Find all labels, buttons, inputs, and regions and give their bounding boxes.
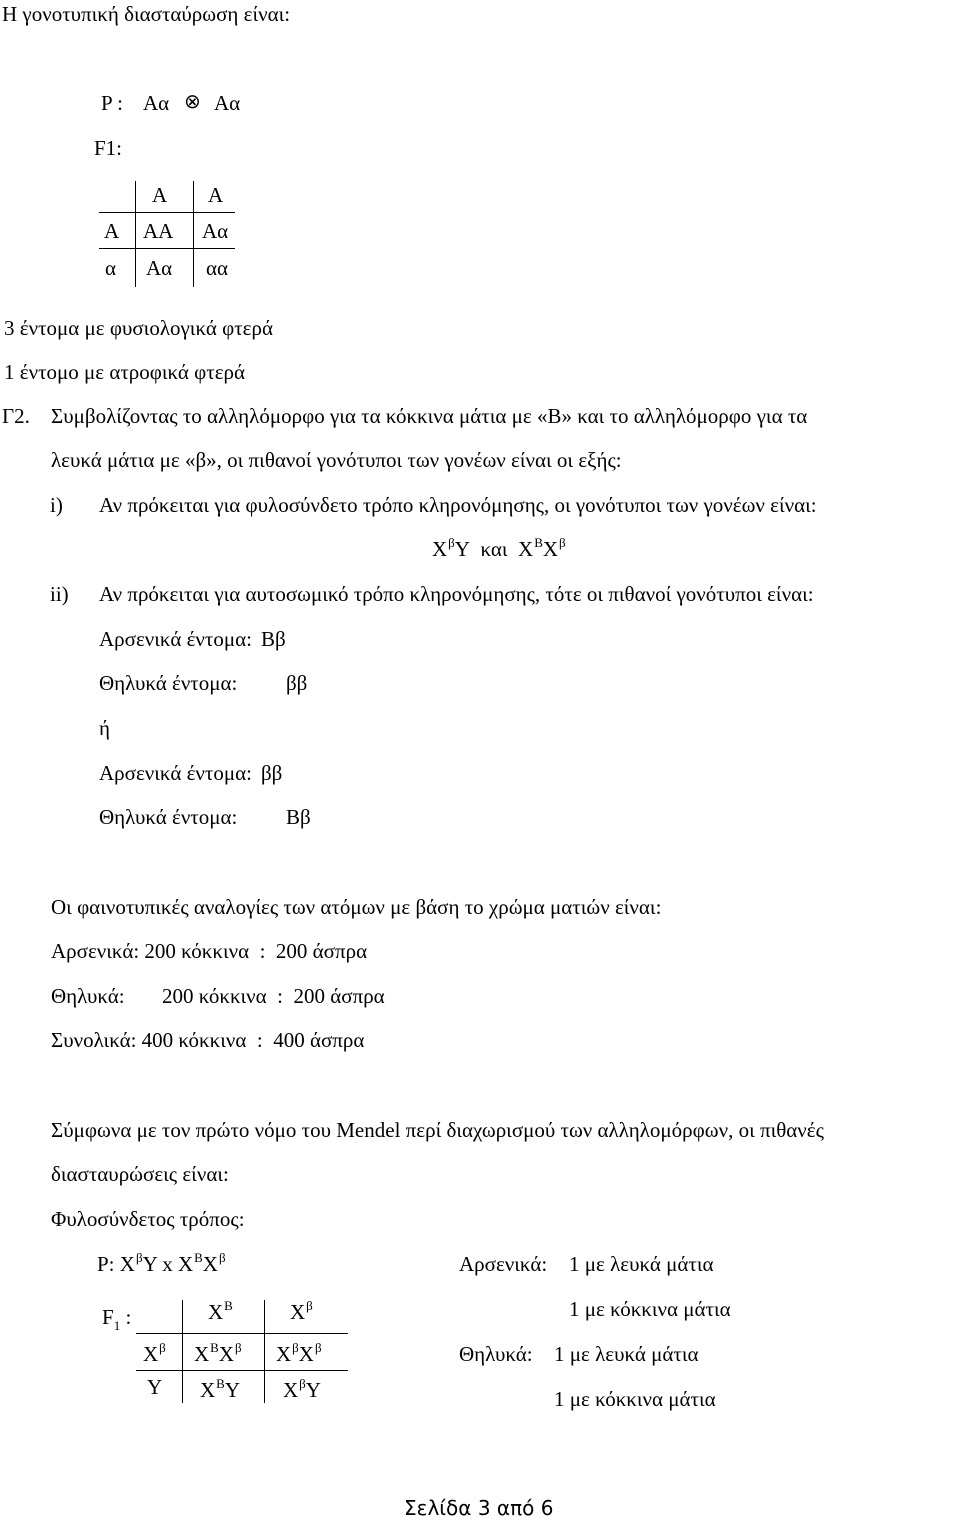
page-footer: Σελίδα 3 από 6 [404,1496,554,1520]
grid-line [136,1370,348,1371]
item1-text: Αν πρόκειται για φυλοσύνδετο τρόπο κληρονόμησης, οι γονότυποι των γονέων είναι: [99,493,817,517]
col-header: $X^B$ [208,1298,233,1324]
grid-line [99,248,235,249]
opt1-male: Ββ [261,627,286,651]
res-females-2: 1 με κόκκινα μάτια [554,1387,716,1411]
females-label: Θηλυκά έντομα: [99,805,238,829]
ratios-total: Συνολικά: 400 κόκκινα : 400 άσπρα [51,1028,365,1052]
ratios-females-value: 200 κόκκινα : 200 άσπρα [162,984,385,1008]
grid-line [135,181,136,287]
cell: $X^BX^\beta$ [194,1340,242,1366]
mendel-line2: διασταυρώσεις είναι: [51,1162,229,1186]
col-header: $X^\beta$ [290,1298,313,1324]
p2-label: P: [97,1252,115,1276]
res-males-label: Αρσενικά: [459,1252,548,1276]
mendel-heading: Φυλοσύνδετος τρόπος: [51,1207,245,1231]
cross-symbol: ⊗ [184,89,201,113]
intro-text: Η γονοτυπική διασταύρωση είναι: [2,2,291,26]
opt2-male: ββ [261,761,283,785]
cell: $X^BY$ [200,1376,241,1402]
ratios-males: Αρσενικά: 200 κόκκινα : 200 άσπρα [51,939,368,963]
f1-label: F1: [94,136,123,160]
grid-line [99,212,235,213]
f1-label-2: $F_1$ : [102,1305,132,1333]
item2-number: ii) [50,582,69,606]
females-label: Θηλυκά έντομα: [99,671,238,695]
grid-line [136,1333,348,1334]
res-males-2: 1 με κόκκινα μάτια [569,1297,731,1321]
cell: $X^\beta Y$ [283,1376,321,1402]
ratios-intro: Οι φαινοτυπικές αναλογίες των ατόμων με βάση το χρώμα ματιών είναι: [51,895,662,919]
row-header: α [105,256,117,280]
item2-text: Αν πρόκειται για αυτοσωμικό τρόπο κληρονόμησης, τότε οι πιθανοί γονότυποι είναι: [99,582,814,606]
p-label: P : [101,91,123,115]
row-header: Α [104,219,120,243]
res-females-1: 1 με λευκά μάτια [554,1342,699,1366]
grid-line [193,181,194,287]
cell: Αα [146,256,173,280]
g2-line1: Συμβολίζοντας το αλληλόμορφο για τα κόκκινα μάτια με «Β» και το αλληλόμορφο για τα [51,404,808,428]
genotypes-line: $X^\beta Y$ και $X^BX^\beta$ [432,535,566,561]
row-header: Y [147,1375,163,1399]
result-line: 1 έντομο με ατροφικά φτερά [4,360,246,384]
res-females-label: Θηλυκά: [459,1342,533,1366]
opt1-female: ββ [286,671,308,695]
parent2: Αα [214,91,241,115]
and-text: και [480,537,508,561]
cross2-parents: P: $X^\beta Y$ x $X^BX^\beta$ [97,1250,226,1276]
res-males-1: 1 με λευκά μάτια [569,1252,714,1276]
row-header: $X^\beta$ [143,1340,166,1366]
col-header: Α [208,183,224,207]
cell: ΑΑ [143,219,174,243]
result-line: 3 έντομα με φυσιολογικά φτερά [4,316,273,340]
g2-line2: λευκά μάτια με «β», οι πιθανοί γονότυποι των γονέων είναι οι εξής: [51,448,622,472]
males-label: Αρσενικά έντομα: [99,627,252,651]
item1-number: i) [50,493,63,517]
or-text: ή [99,716,110,740]
col-header: Α [152,183,168,207]
ratios-females-label: Θηλυκά: [51,984,125,1008]
cell: $X^\beta X^\beta$ [276,1340,322,1366]
cell: Αα [202,219,229,243]
males-label: Αρσενικά έντομα: [99,761,252,785]
grid-line [182,1300,183,1403]
x-symbol: x [162,1252,173,1276]
parent1: Αα [143,91,170,115]
opt2-female: Ββ [286,805,311,829]
cell: αα [206,256,229,280]
mendel-line1: Σύμφωνα με τον πρώτο νόμο του Mendel περί διαχωρισμού των αλληλομόρφων, οι πιθανές [51,1118,824,1142]
question-number: Γ2. [2,404,30,428]
grid-line [264,1300,265,1403]
